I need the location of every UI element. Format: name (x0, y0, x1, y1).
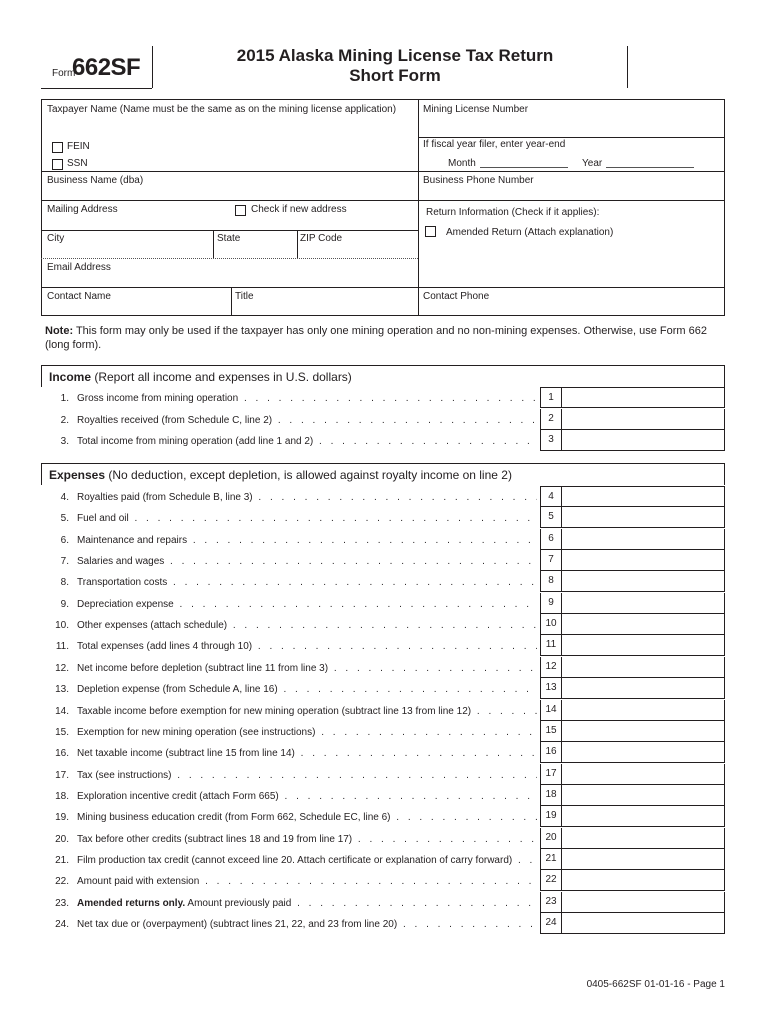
line-box-number: 20 (540, 828, 562, 849)
amount-field[interactable] (562, 764, 725, 785)
expenses-section-header (41, 463, 725, 485)
line-description (77, 641, 537, 652)
line-description (77, 577, 537, 588)
fiscal-year-label: If fiscal year filer, enter year-end (423, 139, 566, 150)
line-description-text: Net taxable income (subtract line 15 from line 14) (77, 748, 295, 760)
form-title: 2015 Alaska Mining License Tax Return (236, 46, 554, 65)
form-label: Form (52, 68, 76, 79)
title-label: Title (235, 291, 254, 302)
amount-field[interactable] (562, 486, 725, 507)
line-description-text: Film production tax credit (cannot exceed line 20. Attach certificate or explanation of carry forward) (77, 854, 513, 866)
line-item (41, 387, 725, 408)
amount-field[interactable] (562, 635, 725, 656)
line-description-text: Exemption for new mining operation (see instructions) (77, 726, 316, 738)
line-number: 24. (55, 919, 69, 930)
line-item (41, 700, 725, 721)
amount-field[interactable] (562, 913, 725, 934)
amount-field[interactable] (562, 806, 725, 827)
line-box-number: 10 (540, 614, 562, 635)
amount-field[interactable] (562, 721, 725, 742)
line-number: 2. (60, 414, 69, 426)
line-description-text: Tax (see instructions) (77, 769, 172, 781)
line-description-text: Mining business education credit (from Form 662, Schedule EC, line 6) (77, 812, 391, 824)
grid-line (418, 171, 725, 172)
line-item (41, 678, 725, 699)
line-number: 19. (55, 812, 69, 824)
line-item (41, 913, 725, 934)
line-description (77, 663, 537, 674)
line-box-number: 22 (540, 870, 562, 891)
line-item (41, 870, 725, 891)
line-number: 5. (60, 513, 69, 525)
line-item (41, 806, 725, 827)
line-number: 4. (60, 492, 69, 503)
line-item (41, 529, 725, 550)
line-description (77, 535, 537, 546)
line-description (77, 834, 537, 845)
form-subtitle: Short Form (349, 66, 441, 85)
grid-line (41, 200, 418, 201)
amount-field[interactable] (562, 785, 725, 806)
amount-field[interactable] (562, 507, 725, 528)
amount-field[interactable] (562, 614, 725, 635)
email-address-label: Email Address (47, 262, 111, 273)
amount-field[interactable] (562, 828, 725, 849)
line-description (77, 599, 537, 610)
line-description-text: Transportation costs (77, 577, 168, 589)
line-box-number: 15 (540, 721, 562, 742)
month-field[interactable] (480, 167, 568, 168)
amount-field[interactable] (562, 409, 725, 430)
line-number: 3. (60, 436, 69, 447)
business-name-label: Business Name (dba) (47, 175, 144, 186)
form-number-underline (41, 88, 152, 89)
line-number: 11. (55, 641, 69, 653)
zip-code-label: ZIP Code (300, 233, 343, 244)
line-number: 7. (60, 556, 69, 568)
line-box-number: 13 (540, 678, 562, 699)
line-number: 10. (55, 620, 69, 632)
line-description-text: Salaries and wages (77, 556, 165, 568)
line-number: 13. (55, 684, 69, 696)
line-number: 1. (60, 393, 69, 404)
line-number: 20. (55, 833, 69, 845)
line-description-text: Net tax due or (overpayment) (subtract lines 21, 22, and 23 from line 20) (77, 919, 398, 930)
line-number: 22. (55, 876, 69, 888)
expenses-heading: Expenses (49, 468, 106, 482)
grid-line (418, 287, 725, 288)
line-box-number: 1 (540, 387, 562, 408)
line-item (41, 785, 725, 806)
mailing-address-label: Mailing Address (47, 204, 118, 215)
amount-field[interactable] (562, 529, 725, 550)
grid-line (297, 230, 298, 258)
line-number: 14. (55, 705, 69, 717)
line-description-text: Total income from mining operation (add line 1 and 2) (77, 436, 314, 447)
line-number: 18. (55, 790, 69, 802)
line-description-text: Other expenses (attach schedule) (77, 620, 228, 632)
line-number: 17. (55, 769, 69, 781)
line-description (77, 770, 537, 781)
line-box-number: 19 (540, 806, 562, 827)
fein-checkbox[interactable] (52, 142, 63, 153)
line-description-text: Royalties received (from Schedule C, line 2) (77, 414, 273, 426)
line-item (41, 849, 725, 870)
line-box-number: 8 (540, 571, 562, 592)
line-description (77, 513, 537, 524)
line-number: 8. (60, 577, 69, 589)
header-divider-left (152, 46, 153, 88)
line-box-number: 17 (540, 764, 562, 785)
line-description (77, 556, 537, 567)
line-description (77, 919, 537, 930)
amount-field[interactable] (562, 678, 725, 699)
grid-line-dotted (41, 258, 418, 259)
line-description-text: Total expenses (add lines 4 through 10) (77, 641, 253, 653)
income-heading: Income (49, 370, 92, 384)
line-description-text: Royalties paid (from Schedule B, line 3) (77, 492, 253, 503)
grid-line (418, 137, 725, 138)
contact-name-label: Contact Name (47, 291, 111, 302)
amount-field[interactable] (562, 870, 725, 891)
line-box-number: 21 (540, 849, 562, 870)
contact-phone-label: Contact Phone (423, 291, 490, 302)
ssn-label: SSN (67, 158, 88, 169)
amount-field[interactable] (562, 593, 725, 614)
line-description-text: Exploration incentive credit (attach Form 665) (77, 790, 279, 802)
page-footer: 0405-662SF 01-01-16 - Page 1 (586, 979, 725, 990)
grid-line (231, 287, 232, 316)
new-address-label: Check if new address (251, 204, 347, 215)
line-item (41, 614, 725, 635)
note-text: This form may only be used if the taxpayer has only one mining operation and no non-mining expenses. Otherwise, use Form 662 (long form). (45, 325, 707, 351)
amount-field[interactable] (562, 892, 725, 913)
line-number: 12. (55, 662, 69, 674)
line-description (77, 620, 537, 631)
line-item (41, 550, 725, 571)
line-description-text: Fuel and oil (77, 513, 129, 525)
line-description-text: Amount paid with extension (77, 876, 200, 888)
line-description (77, 898, 537, 909)
line-description (77, 492, 537, 503)
line-item (41, 828, 725, 849)
line-item (41, 507, 725, 528)
line-item (41, 764, 725, 785)
line-box-number: 5 (540, 507, 562, 528)
line-item (41, 657, 725, 678)
line-box-number: 18 (540, 785, 562, 806)
line-box-number: 14 (540, 700, 562, 721)
line-description (77, 393, 537, 404)
line-description (77, 684, 537, 695)
amount-field[interactable] (562, 387, 725, 408)
fein-label: FEIN (67, 141, 90, 152)
line-description (77, 876, 537, 887)
line-box-number: 12 (540, 657, 562, 678)
line-description (77, 436, 537, 447)
line-description-text: Tax before other credits (subtract lines 18 and 19 from line 17) (77, 833, 353, 845)
return-info-label: Return Information (Check if it applies): (426, 207, 600, 218)
line-box-number: 9 (540, 593, 562, 614)
line-box-number: 7 (540, 550, 562, 571)
grid-line (418, 200, 725, 201)
line-number: 21. (55, 854, 69, 866)
line-description (77, 748, 537, 759)
line-description (77, 727, 537, 738)
line-box-number: 23 (540, 892, 562, 913)
note-bold: Note: (45, 325, 74, 337)
grid-line (41, 171, 418, 172)
taxpayer-name-label: Taxpayer Name (Name must be the same as on the mining license application) (47, 104, 397, 115)
amount-field[interactable] (562, 571, 725, 592)
line-description-text: Maintenance and repairs (77, 534, 188, 546)
business-phone-label: Business Phone Number (423, 175, 534, 186)
line-box-number: 2 (540, 409, 562, 430)
line-number: 16. (55, 748, 69, 760)
line-box-number: 3 (540, 430, 562, 451)
state-label: State (217, 233, 241, 244)
line-number: 6. (60, 534, 69, 546)
line-box-number: 4 (540, 486, 562, 507)
income-subheading: (Report all income and expenses in U.S. dollars) (91, 370, 352, 384)
line-item (41, 593, 725, 614)
line-description (77, 855, 537, 866)
amended-return-label: Amended Return (Attach explanation) (446, 227, 614, 238)
form-number: 662SF (72, 54, 141, 81)
grid-line (41, 287, 418, 288)
line-description-text: Net income before depletion (subtract line 11 from line 3) (77, 662, 329, 674)
line-item (41, 721, 725, 742)
city-label: City (47, 233, 65, 244)
line-description (77, 812, 537, 823)
line-description (77, 706, 537, 717)
line-box-number: 16 (540, 742, 562, 763)
form-note (45, 324, 725, 352)
income-section-header (41, 365, 725, 387)
mining-license-label: Mining License Number (423, 104, 529, 115)
line-item (41, 571, 725, 592)
line-box-number: 11 (540, 635, 562, 656)
year-field[interactable] (606, 167, 694, 168)
line-item (41, 409, 725, 430)
line-description (77, 415, 537, 426)
line-item (41, 486, 725, 507)
amount-field[interactable] (562, 430, 725, 451)
grid-line (41, 230, 418, 231)
ssn-checkbox[interactable] (52, 159, 63, 170)
amount-field[interactable] (562, 742, 725, 763)
amount-field[interactable] (562, 849, 725, 870)
line-box-number: 24 (540, 913, 562, 934)
line-item (41, 430, 725, 451)
line-description-text: Gross income from mining operation (77, 393, 239, 404)
line-item (41, 892, 725, 913)
line-description-text: Amount previously paid (185, 897, 292, 909)
taxpayer-info-grid (41, 99, 725, 316)
line-description-text: Depreciation expense (77, 598, 174, 610)
line-description-text: Taxable income before exemption for new mining operation (subtract line 13 from line 12) (77, 705, 472, 717)
expenses-subheading: (No deduction, except depletion, is allowed against royalty income on line 2) (105, 468, 512, 482)
amended-return-checkbox[interactable] (425, 226, 436, 237)
line-number: 15. (55, 726, 69, 738)
grid-column-divider (418, 99, 419, 316)
line-box-number: 6 (540, 529, 562, 550)
year-label: Year (582, 158, 603, 169)
amount-field[interactable] (562, 550, 725, 571)
line-number: 23. (55, 897, 69, 909)
new-address-checkbox[interactable] (235, 205, 246, 216)
amount-field[interactable] (562, 657, 725, 678)
amount-field[interactable] (562, 700, 725, 721)
line-description (77, 791, 537, 802)
month-label: Month (448, 158, 476, 169)
line-item (41, 635, 725, 656)
grid-line (213, 230, 214, 258)
line-item (41, 742, 725, 763)
line-number: 9. (60, 598, 69, 610)
line-description-bold: Amended returns only. (77, 897, 186, 909)
line-description-text: Depletion expense (from Schedule A, line 16) (77, 684, 278, 696)
